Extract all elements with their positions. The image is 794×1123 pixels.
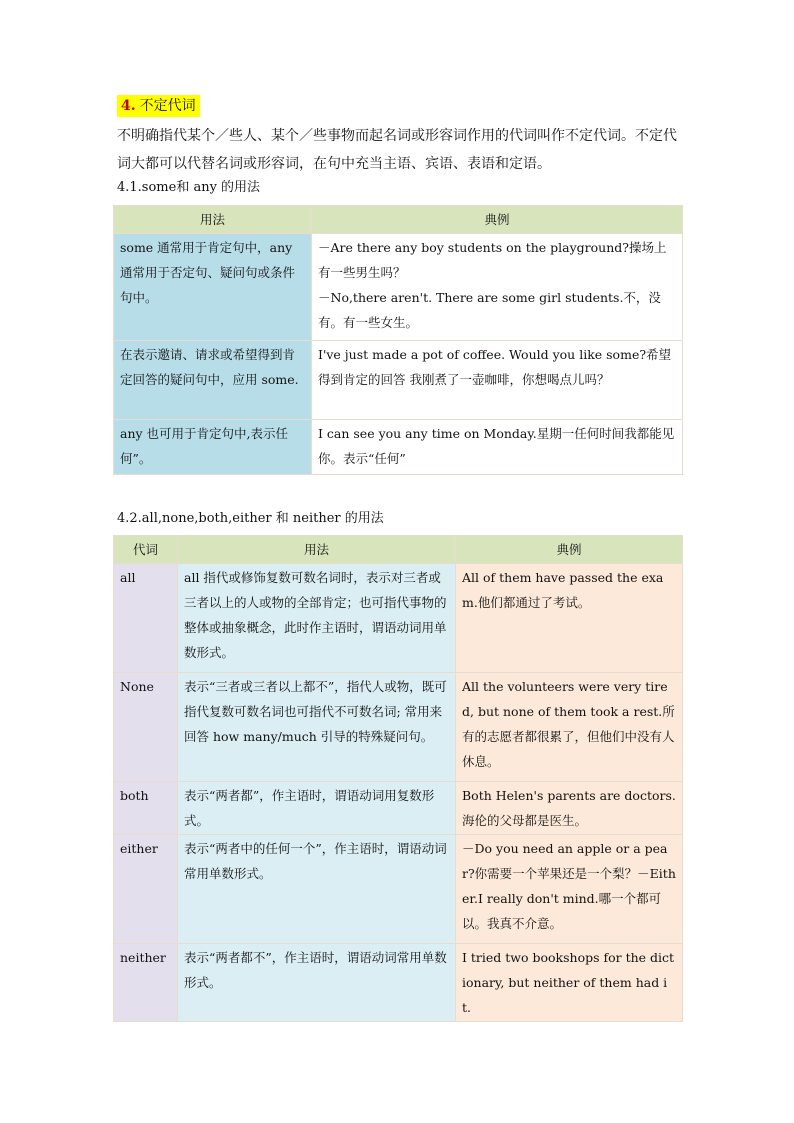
column-header-pronoun: 代词: [114, 536, 178, 564]
usage-cell: 表示“两者都”，作主语时，谓语动词用复数形式。: [178, 782, 456, 835]
usage-cell: some 通常用于肯定句中，any 通常用于否定句、疑问句或条件句中。: [114, 234, 312, 341]
usage-cell: 表示“两者中的任何一个”，作主语时，谓语动词常用单数形式。: [178, 835, 456, 944]
pronoun-cell: None: [114, 673, 178, 782]
example-line: －No,there aren't. There are some girl students.不，没有。有一些女生。: [318, 290, 661, 330]
table2-caption: 4.2.all,none,both,either 和 neither 的用法: [117, 511, 384, 526]
usage-cell: 在表示邀请、请求或希望得到肯定回答的疑问句中，应用 some.: [114, 341, 312, 420]
section-heading: [117, 95, 200, 117]
some-any-usage-table: [113, 205, 683, 475]
pronoun-cell: either: [114, 835, 178, 944]
column-header-usage: 用法: [178, 536, 456, 564]
example-cell: I can see you any time on Monday.星期一任何时间我都能见你。表示“任何”: [312, 420, 683, 475]
table-row: [114, 234, 683, 341]
example-cell: [312, 234, 683, 341]
section-intro: 不明确指代某个／些人、某个／些事物而起名词或形容词作用的代词叫作不定代词。不定代词大都可以代替名词或形容词，在句中充当主语、宾语、表语和定语。: [117, 128, 677, 172]
example-cell: I tried two bookshops for the dictionary, but neither of them had it.: [456, 944, 683, 1022]
table-row: [114, 341, 683, 420]
usage-cell: 表示“三者或三者以上都不”，指代人或物，既可指代复数可数名词也可指代不可数名词; 常用来回答 how many/much 引导的特殊疑问句。: [178, 673, 456, 782]
usage-cell: all 指代或修饰复数可数名词时，表示对三者或三者以上的人或物的全部肯定；也可指代事物的整体或抽象概念，此时作主语时，谓语动词用单数形式。: [178, 564, 456, 673]
example-cell: I've just made a pot of coffee. Would you like some?希望得到肯定的回答 我刚煮了一壶咖啡，你想喝点儿吗？: [312, 341, 683, 420]
pronoun-cell: all: [114, 564, 178, 673]
example-cell: Both Helen's parents are doctors.海伦的父母都是医生。: [456, 782, 683, 835]
table-header-row: [114, 206, 683, 234]
example-cell: All of them have passed the exam.他们都通过了考试。: [456, 564, 683, 673]
column-header-usage: 用法: [114, 206, 312, 234]
section-number: 4.: [121, 98, 136, 114]
table-row: [114, 420, 683, 475]
table-row: [114, 564, 683, 673]
pronoun-usage-table: [113, 535, 683, 1022]
pronoun-cell: neither: [114, 944, 178, 1022]
example-cell: All the volunteers were very tired, but none of them took a rest.所有的志愿者都很累了，但他们中没有人休息。: [456, 673, 683, 782]
table-row: [114, 835, 683, 944]
table1-caption: 4.1.some和 any 的用法: [117, 180, 261, 195]
example-line: －Are there any boy students on the playground?操场上有一些男生吗？: [318, 240, 667, 280]
table-row: [114, 673, 683, 782]
pronoun-cell: both: [114, 782, 178, 835]
table-row: [114, 944, 683, 1022]
table-row: [114, 782, 683, 835]
table-header-row: [114, 536, 683, 564]
section-title: 不定代词: [139, 98, 196, 114]
usage-cell: 表示“两者都不”，作主语时，谓语动词常用单数形式。: [178, 944, 456, 1022]
example-cell: －Do you need an apple or a pear?你需要一个苹果还是一个梨？－Either.I really don't mind.哪一个都可以。我真不介意。: [456, 835, 683, 944]
usage-cell: any 也可用于肯定句中,表示任何”。: [114, 420, 312, 475]
column-header-example: 典例: [312, 206, 683, 234]
column-header-example: 典例: [456, 536, 683, 564]
